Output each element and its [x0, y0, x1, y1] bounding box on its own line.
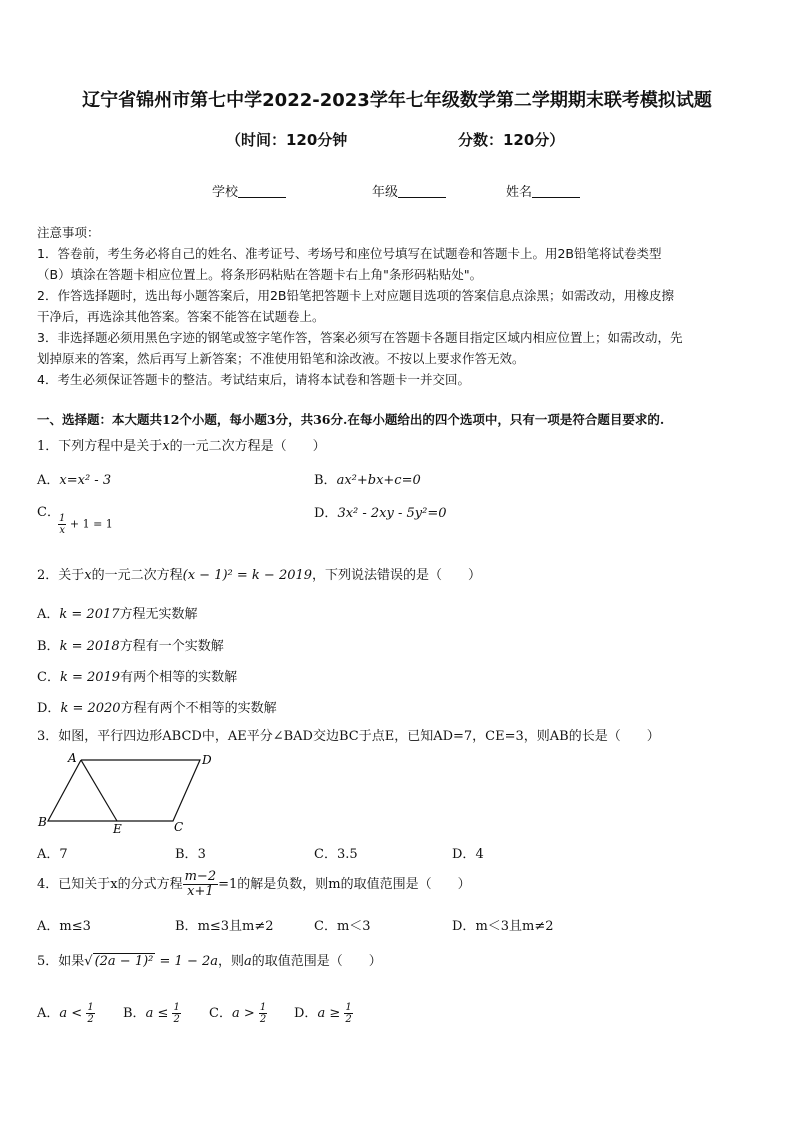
notice-line: 3．非选择题必须用黑色字迹的钢笔或签字笔作答，答案必须写在答题卡各题目指定区域内相应位置上；如需改动，先	[37, 330, 683, 345]
vertex-label-a: A	[68, 751, 77, 765]
segment-ae	[81, 760, 117, 821]
notice-line: 干净后，再选涂其他答案。答案不能答在试题卷上。	[37, 309, 325, 324]
exam-time: （时间：120分钟	[226, 131, 348, 149]
page-title: 辽宁省锦州市第七中学2022-2023学年七年级数学第二学期期末联考模拟试题	[82, 90, 712, 111]
q5-option-b[interactable]: B．𝑎 ≤ $\frac{1}{2}$	[123, 1002, 180, 1025]
q2-option-c[interactable]: C．k = 2019有两个相等的实数解	[37, 670, 238, 685]
q5-option-d[interactable]: D．𝑎 ≥ $\frac{1}{2}$	[294, 1002, 352, 1025]
question-2-stem: 2．关于x的一元二次方程(x − 1)² = k − 2019，下列说法错误的是（ ）	[37, 568, 482, 583]
notice-line: （B）填涂在答题卡相应位置上。将条形码粘贴在答题卡右上角"条形码粘贴处"。	[37, 267, 483, 282]
school-field[interactable]: 学校	[212, 181, 286, 200]
vertex-label-c: C	[174, 820, 184, 834]
vertex-label-b: B	[38, 815, 47, 829]
grade-field[interactable]: 年级	[372, 181, 446, 200]
question-1-stem: 1．下列方程中是关于x的一元二次方程是（ ）	[37, 439, 326, 454]
notice-heading: 注意事项：	[37, 225, 100, 240]
q4-option-a[interactable]: A．m≤3	[37, 919, 91, 934]
q3-option-a[interactable]: A．7	[37, 847, 68, 862]
q1-option-d[interactable]: D．3x² - 2xy - 5y²=0	[314, 506, 447, 521]
notice-line: 1．答卷前，考生务必将自己的姓名、准考证号、考场号和座位号填写在试题卷和答题卡上。用2B铅笔将试卷类型	[37, 246, 662, 261]
vertex-label-e: E	[113, 822, 122, 836]
question-5-stem: 5．如果√ (2𝑎 − 1)² = 1 − 2𝑎，则a的取值范围是（ ）	[37, 954, 382, 969]
q2-option-b[interactable]: B．k = 2018方程有一个实数解	[37, 639, 224, 654]
q1-option-c-formula: $\frac{1}{x}$ + 1 = 1	[59, 513, 113, 536]
notice-line: 划掉原来的答案，然后再写上新答案；不准使用铅笔和涂改液。不按以上要求作答无效。	[37, 351, 525, 366]
name-field[interactable]: 姓名	[506, 181, 580, 200]
notice-line: 4．考生必须保证答题卡的整洁。考试结束后，请将本试卷和答题卡一并交回。	[37, 372, 470, 387]
q3-option-c[interactable]: C．3.5	[314, 847, 358, 862]
q1-option-a[interactable]: A．x=x² - 3	[37, 473, 112, 488]
parallelogram-figure	[34, 750, 224, 836]
q1-option-b[interactable]: B．ax²+bx+c=0	[314, 473, 421, 488]
q4-option-d[interactable]: D．m＜3且m≠2	[452, 919, 554, 934]
q3-option-d[interactable]: D．4	[452, 847, 484, 862]
q4-option-b[interactable]: B．m≤3且m≠2	[175, 919, 274, 934]
q4-option-c[interactable]: C．m＜3	[314, 919, 371, 934]
question-4-stem: 4．已知关于x的分式方程 $\frac{m-2}{x+1}$ =1的解是负数，则m的取值范围是（ ）	[37, 869, 471, 899]
notice-line: 2．作答选择题时，选出每小题答案后，用2B铅笔把答题卡上对应题目选项的答案信息点涂黑；如需改动，用橡皮擦	[37, 288, 674, 303]
q4-fraction: $\frac{m-2}{x+1}$	[184, 869, 217, 899]
q2-option-d[interactable]: D．k = 2020方程有两个不相等的实数解	[37, 701, 277, 716]
q1-option-c[interactable]: C．	[37, 505, 60, 520]
vertex-label-d: D	[202, 753, 212, 767]
section-heading: 一、选择题：本大题共12个小题，每小题3分，共36分.在每小题给出的四个选项中，只有一项是符合题目要求的.	[37, 412, 665, 427]
q5-option-a[interactable]: A．𝑎 < $\frac{1}{2}$	[37, 1002, 94, 1025]
question-3-stem: 3．如图，平行四边形ABCD中，AE平分∠BAD交边BC于点E，已知AD=7，CE=3，则AB的长是（ ）	[37, 729, 660, 744]
q2-option-a[interactable]: A．k = 2017方程无实数解	[37, 607, 198, 622]
parallelogram-outline	[48, 760, 200, 821]
q5-option-c[interactable]: C．𝑎 > $\frac{1}{2}$	[209, 1002, 267, 1025]
exam-score: 分数：120分）	[458, 131, 565, 149]
q3-option-b[interactable]: B．3	[175, 847, 206, 862]
